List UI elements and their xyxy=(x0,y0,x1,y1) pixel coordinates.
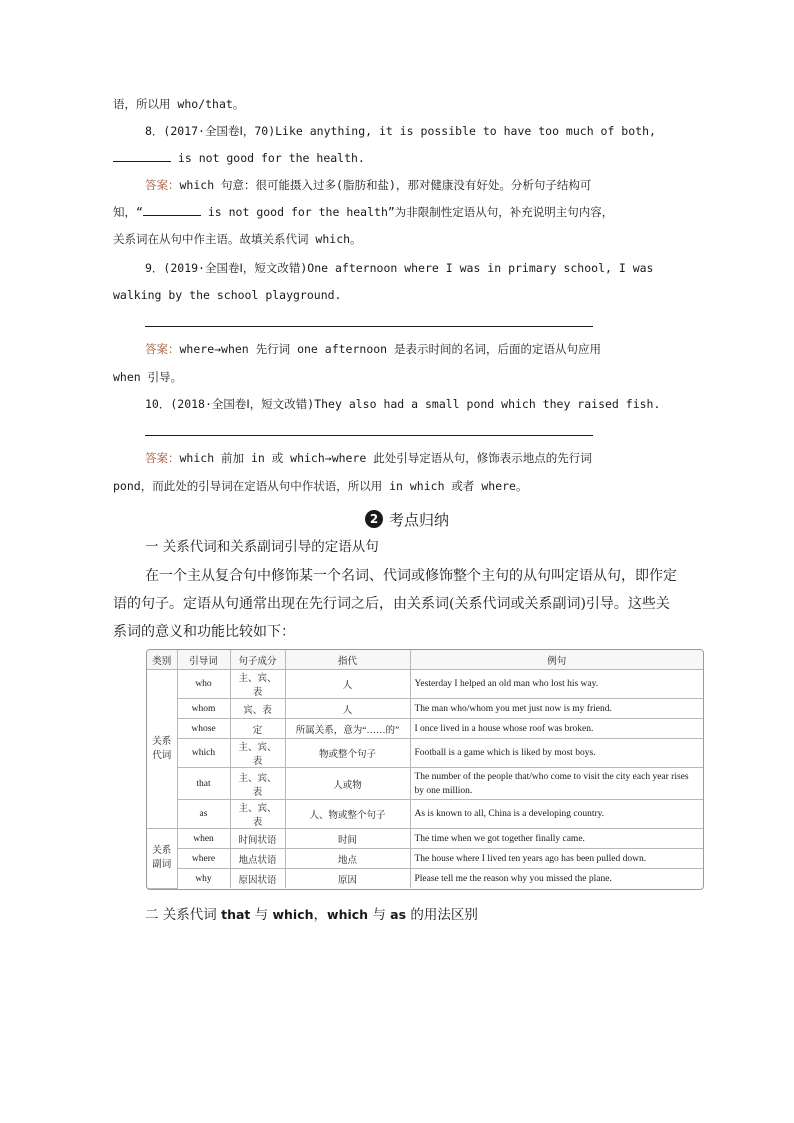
answer-8: 答案：which 句意：很可能摄入过多(脂肪和盐)，那对健康没有好处。分析句子结构可 xyxy=(145,178,592,192)
table-row xyxy=(147,699,703,719)
table-cell: as xyxy=(177,800,230,829)
table-cell: 原因 xyxy=(285,869,410,889)
table-cell: when xyxy=(177,829,230,849)
table-row xyxy=(147,670,703,699)
table-cell: 原因状语 xyxy=(230,869,285,889)
table-header: 句子成分 xyxy=(230,650,285,670)
table-cell: 主、宾、表 xyxy=(230,800,285,829)
question-8: 8．(2017·全国卷Ⅰ，70)Like anything, it is possible to have too much of both, xyxy=(145,124,656,138)
table-cell: 定 xyxy=(230,719,285,739)
table-cell: where xyxy=(177,849,230,869)
section-number-badge: 2 xyxy=(365,510,383,528)
table-cell: 物或整个句子 xyxy=(285,739,410,768)
subsection-heading-1: 一 关系代词和关系副词引导的定语从句 xyxy=(145,539,379,555)
table-header-row xyxy=(147,650,703,670)
answer-label: 答案： xyxy=(145,342,180,356)
table-cell: The number of the people that/who come to visit the city each year rises by one million. xyxy=(410,768,703,800)
answer-10-cont: pond，而此处的引导词在定语从句中作状语，所以用 in which 或者 where。 xyxy=(113,479,528,493)
relative-words-table xyxy=(146,649,704,890)
answer-9-cont: when 引导。 xyxy=(113,370,183,384)
section-heading xyxy=(365,506,449,532)
table-cell: which xyxy=(177,739,230,768)
table-cell: 人 xyxy=(285,699,410,719)
answer-label: 答案： xyxy=(145,178,180,192)
table-cell: Football is a game which is liked by most boys. xyxy=(410,739,703,768)
table-header: 指代 xyxy=(285,650,410,670)
table-cell: Please tell me the reason why you missed the plane. xyxy=(410,869,703,889)
table-row xyxy=(147,739,703,768)
category-cell-pronoun: 关系代词 xyxy=(147,670,177,829)
table-row xyxy=(147,849,703,869)
paragraph-line: 系词的意义和功能比较如下： xyxy=(113,624,295,640)
answer-8-cont: 知，“ is not good for the health”为非限制性定语从句，补充说明主句内容， xyxy=(113,205,614,219)
table-row xyxy=(147,829,703,849)
table-cell: As is known to all, China is a developing country. xyxy=(410,800,703,829)
answer-blank xyxy=(143,203,201,216)
table-row xyxy=(147,719,703,739)
table-cell: 主、宾、表 xyxy=(230,739,285,768)
paragraph-line: 在一个主从复合句中修饰某一个名词、代词或修饰整个主句的从句叫定语从句，即作定 xyxy=(145,568,677,584)
question-9: 9．(2019·全国卷Ⅰ，短文改错)One afternoon where I was in primary school, I was xyxy=(145,261,654,275)
table-cell: 时间 xyxy=(285,829,410,849)
table-cell: The man who/whom you met just now is my friend. xyxy=(410,699,703,719)
text-line: 语，所以用 who/that。 xyxy=(113,97,245,111)
table-cell: who xyxy=(177,670,230,699)
table-cell: 宾、表 xyxy=(230,699,285,719)
table-cell: The house where I lived ten years ago has been pulled down. xyxy=(410,849,703,869)
question-10: 10．(2018·全国卷Ⅰ，短文改错)They also had a small pond which they raised fish. xyxy=(145,397,661,411)
table-row xyxy=(147,869,703,889)
table-cell: 主、宾、表 xyxy=(230,768,285,800)
table-header: 引导词 xyxy=(177,650,230,670)
answer-rule xyxy=(145,326,593,327)
answer-blank xyxy=(113,149,171,162)
table-cell: that xyxy=(177,768,230,800)
table-row xyxy=(147,800,703,829)
section-title: 考点归纳 xyxy=(389,510,450,529)
table-cell: 人 xyxy=(285,670,410,699)
table-cell: whose xyxy=(177,719,230,739)
answer-rule xyxy=(145,435,593,436)
table-cell: The time when we got together finally came. xyxy=(410,829,703,849)
table-cell: 时间状语 xyxy=(230,829,285,849)
table-row xyxy=(147,768,703,800)
table-cell: 人、物或整个句子 xyxy=(285,800,410,829)
table-header: 例句 xyxy=(410,650,703,670)
category-cell-adverb: 关系副词 xyxy=(147,829,177,889)
subsection-heading-2: 二 关系代词 that 与 which，which 与 as 的用法区别 xyxy=(145,907,478,923)
answer-8-cont2: 关系词在从句中作主语。故填关系代词 which。 xyxy=(113,232,362,246)
table-cell: 地点状语 xyxy=(230,849,285,869)
paragraph-line: 语的句子。定语从句通常出现在先行词之后，由关系词(关系代词或关系副词)引导。这些关 xyxy=(113,596,670,612)
table-cell: I once lived in a house whose roof was broken. xyxy=(410,719,703,739)
table-cell: 主、宾、表 xyxy=(230,670,285,699)
answer-10: 答案：which 前加 in 或 which→where 此处引导定语从句，修饰表示地点的先行词 xyxy=(145,451,592,465)
question-8-cont: is not good for the health. xyxy=(113,145,683,172)
question-9-cont: walking by the school playground. xyxy=(113,288,342,302)
table-cell: why xyxy=(177,869,230,889)
answer-9: 答案：where→when 先行词 one afternoon 是表示时间的名词，后面的定语从句应用 xyxy=(145,342,602,356)
table-cell: Yesterday I helped an old man who lost his way. xyxy=(410,670,703,699)
answer-label: 答案： xyxy=(145,451,180,465)
table-cell: 所属关系，意为“……的” xyxy=(285,719,410,739)
table-header: 类别 xyxy=(147,650,177,670)
table-cell: whom xyxy=(177,699,230,719)
table-cell: 人或物 xyxy=(285,768,410,800)
table-cell: 地点 xyxy=(285,849,410,869)
